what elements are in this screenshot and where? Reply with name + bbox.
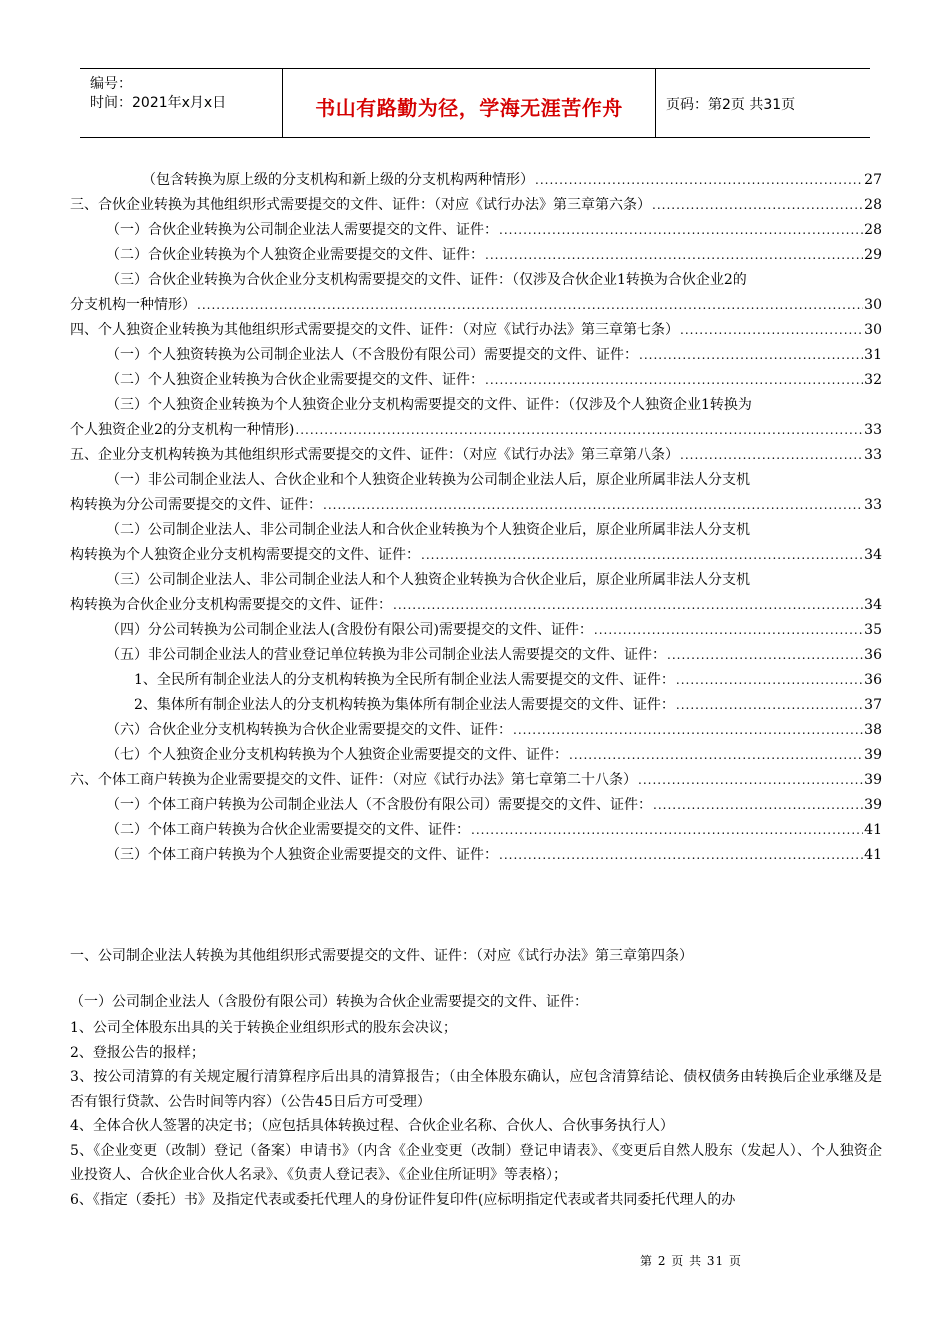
toc-page-number: 41 [864, 847, 882, 863]
toc-entry-text: 1、全民所有制企业法人的分支机构转换为全民所有制企业法人需要提交的文件、证件： [134, 672, 675, 688]
toc-page-number: 30 [864, 322, 882, 338]
toc-leader-dots [676, 693, 863, 718]
toc-entry-text: 2、集体所有制企业法人的分支机构转换为集体所有制企业法人需要提交的文件、证件： [134, 697, 675, 713]
toc-entry-text: 个人独资企业2的分支机构一种情形) [70, 422, 295, 438]
toc-leader-dots [471, 818, 863, 843]
toc-page-number: 39 [864, 772, 882, 788]
toc-leader-dots [499, 218, 863, 243]
table-of-contents [70, 168, 882, 868]
toc-entry[interactable] [70, 193, 882, 218]
toc-entry[interactable] [70, 668, 882, 693]
toc-page-number: 41 [864, 822, 882, 838]
toc-page-number: 35 [864, 622, 882, 638]
toc-entry[interactable] [70, 268, 882, 318]
toc-leader-dots [667, 643, 863, 668]
toc-entry[interactable] [70, 518, 882, 568]
toc-entry-text: （一）非公司制企业法人、合伙企业和个人独资企业转换为公司制企业法人后，原企业所属非法人分支机 [106, 472, 750, 488]
toc-entry[interactable] [70, 768, 882, 793]
requirement-item: 1、公司全体股东出具的关于转换企业组织形式的股东会决议； [70, 1020, 457, 1036]
toc-page-number: 29 [864, 247, 882, 263]
toc-leader-dots [393, 593, 863, 618]
document-number-label: 编号： [90, 76, 132, 92]
toc-entry-text: （五）非公司制企业法人的营业登记单位转换为非公司制企业法人需要提交的文件、证件： [106, 647, 666, 663]
toc-entry-text: 六、个体工商户转换为企业需要提交的文件、证件：（对应《试行办法》第七章第二十八条） [70, 772, 637, 788]
toc-leader-dots [653, 793, 863, 818]
toc-entry[interactable] [70, 243, 882, 268]
toc-leader-dots [680, 443, 863, 468]
toc-entry-text: （一）个体工商户转换为公司制企业法人（不含股份有限公司）需要提交的文件、证件： [106, 797, 652, 813]
toc-leader-dots [513, 718, 863, 743]
toc-entry-text: （三）合伙企业转换为合伙企业分支机构需要提交的文件、证件：（仅涉及合伙企业1转换为合伙企业2的 [106, 272, 747, 288]
requirement-list [70, 1016, 882, 1212]
toc-entry-text: 构转换为分公司需要提交的文件、证件： [70, 497, 322, 513]
toc-entry-text: （包含转换为原上级的分支机构和新上级的分支机构两种情形） [142, 172, 534, 188]
toc-page-number: 33 [864, 447, 882, 463]
toc-leader-dots [569, 743, 863, 768]
toc-page-number: 33 [864, 497, 882, 513]
toc-entry-text: 分支机构一种情形） [70, 297, 196, 313]
toc-entry[interactable] [70, 393, 882, 443]
toc-entry[interactable] [70, 468, 882, 518]
toc-page-number: 28 [864, 197, 882, 213]
toc-entry-text: 构转换为个人独资企业分支机构需要提交的文件、证件： [70, 547, 420, 563]
header-page-cell [656, 69, 870, 137]
toc-entry-text: （二）公司制企业法人、非公司制企业法人和合伙企业转换为个人独资企业后，原企业所属非法人分支机 [106, 522, 750, 538]
section-heading: 一、公司制企业法人转换为其他组织形式需要提交的文件、证件：（对应《试行办法》第三章第四条） [70, 948, 693, 964]
toc-entry[interactable] [70, 568, 882, 618]
subsection-heading: （一）公司制企业法人（含股份有限公司）转换为合伙企业需要提交的文件、证件： [70, 994, 588, 1010]
toc-leader-dots [676, 668, 863, 693]
toc-leader-dots [535, 168, 863, 193]
toc-entry[interactable] [70, 843, 882, 868]
header-page-number: 页码：第2页 共31页 [666, 97, 796, 113]
toc-entry-text: 四、个人独资企业转换为其他组织形式需要提交的文件、证件：（对应《试行办法》第三章第七条） [70, 322, 679, 338]
toc-entry[interactable] [70, 693, 882, 718]
toc-entry[interactable] [70, 618, 882, 643]
toc-entry[interactable] [70, 793, 882, 818]
toc-entry-text: （二）个体工商户转换为合伙企业需要提交的文件、证件： [106, 822, 470, 838]
toc-leader-dots [680, 318, 863, 343]
toc-page-number: 36 [864, 647, 882, 663]
toc-leader-dots [638, 768, 863, 793]
toc-leader-dots [323, 493, 863, 518]
page-footer: 第 2 页 共 31 页 [640, 1254, 742, 1268]
toc-entry[interactable] [70, 368, 882, 393]
header-motto: 书山有路勤为径，学海无涯苦作舟 [315, 96, 623, 120]
toc-page-number: 33 [864, 422, 882, 438]
toc-entry[interactable] [70, 718, 882, 743]
toc-entry-text: 五、企业分支机构转换为其他组织形式需要提交的文件、证件：（对应《试行办法》第三章第八条） [70, 447, 679, 463]
toc-entry[interactable] [70, 818, 882, 843]
toc-entry-text: （七）个人独资企业分支机构转换为个人独资企业需要提交的文件、证件： [106, 747, 568, 763]
toc-leader-dots [499, 843, 863, 868]
toc-leader-dots [639, 343, 863, 368]
toc-entry-text: （三）个人独资企业转换为个人独资企业分支机构需要提交的文件、证件：（仅涉及个人独资企业1转换为 [106, 397, 752, 413]
toc-page-number: 31 [864, 347, 882, 363]
toc-leader-dots [594, 618, 863, 643]
toc-entry-text: 构转换为合伙企业分支机构需要提交的文件、证件： [70, 597, 392, 613]
toc-entry-text: （三）个体工商户转换为个人独资企业需要提交的文件、证件： [106, 847, 498, 863]
toc-page-number: 34 [864, 547, 882, 563]
toc-entry-text: （一）合伙企业转换为公司制企业法人需要提交的文件、证件： [106, 222, 498, 238]
requirement-item: 5、《企业变更（改制）登记（备案）申请书》（内含《企业变更（改制）登记申请表》、《变更后自然人股东（发起人）、个人独资企业投资人、合伙企业合伙人名录》、《负责人登记表》、《企业住所证明》等表格）； [70, 1142, 882, 1183]
document-time-label: 时间：2021年x月x日 [90, 95, 227, 111]
toc-leader-dots [652, 193, 863, 218]
toc-leader-dots [295, 418, 863, 443]
page-header [80, 68, 870, 138]
requirement-item: 4、全体合伙人签署的决定书；（应包括具体转换过程、合伙企业名称、合伙人、合伙事务执行人） [70, 1118, 674, 1134]
toc-entry[interactable] [70, 743, 882, 768]
toc-page-number: 32 [864, 372, 882, 388]
toc-entry-text: （六）合伙企业分支机构转换为合伙企业需要提交的文件、证件： [106, 722, 512, 738]
toc-entry[interactable] [70, 218, 882, 243]
toc-leader-dots [485, 243, 863, 268]
toc-page-number: 39 [864, 797, 882, 813]
toc-leader-dots [485, 368, 863, 393]
toc-entry[interactable] [70, 168, 882, 193]
toc-entry[interactable] [70, 643, 882, 668]
toc-page-number: 28 [864, 222, 882, 238]
toc-entry-text: （二）合伙企业转换为个人独资企业需要提交的文件、证件： [106, 247, 484, 263]
toc-entry[interactable] [70, 318, 882, 343]
requirement-item: 2、登报公告的报样； [70, 1044, 205, 1061]
toc-page-number: 34 [864, 597, 882, 613]
header-left-cell [80, 69, 283, 137]
toc-entry-text: （三）公司制企业法人、非公司制企业法人和个人独资企业转换为合伙企业后，原企业所属非法人分支机 [106, 572, 750, 588]
toc-entry-text: 三、合伙企业转换为其他组织形式需要提交的文件、证件：（对应《试行办法》第三章第六条） [70, 197, 651, 213]
toc-page-number: 38 [864, 722, 882, 738]
toc-page-number: 30 [864, 297, 882, 313]
toc-entry-text: （一）个人独资转换为公司制企业法人（不含股份有限公司）需要提交的文件、证件： [106, 347, 638, 363]
toc-page-number: 36 [864, 672, 882, 688]
header-motto-cell [283, 69, 656, 137]
requirement-item: 6、《指定（委托）书》及指定代表或委托代理人的身份证件复印件(应标明指定代表或者共同委托代理人的办 [70, 1191, 736, 1208]
toc-page-number: 27 [864, 172, 882, 188]
toc-entry-text: （二）个人独资企业转换为合伙企业需要提交的文件、证件： [106, 372, 484, 388]
toc-leader-dots [421, 543, 863, 568]
toc-entry-text: （四）分公司转换为公司制企业法人(含股份有限公司)需要提交的文件、证件： [106, 622, 593, 638]
toc-leader-dots [197, 293, 863, 318]
toc-entry[interactable] [70, 343, 882, 368]
requirement-item: 3、按公司清算的有关规定履行清算程序后出具的清算报告；（由全体股东确认，应包含清算结论、债权债务由转换后企业承继及是否有银行贷款、公告时间等内容）（公告45日后方可受理） [70, 1069, 882, 1110]
toc-page-number: 37 [864, 697, 882, 713]
toc-entry[interactable] [70, 443, 882, 468]
toc-page-number: 39 [864, 747, 882, 763]
